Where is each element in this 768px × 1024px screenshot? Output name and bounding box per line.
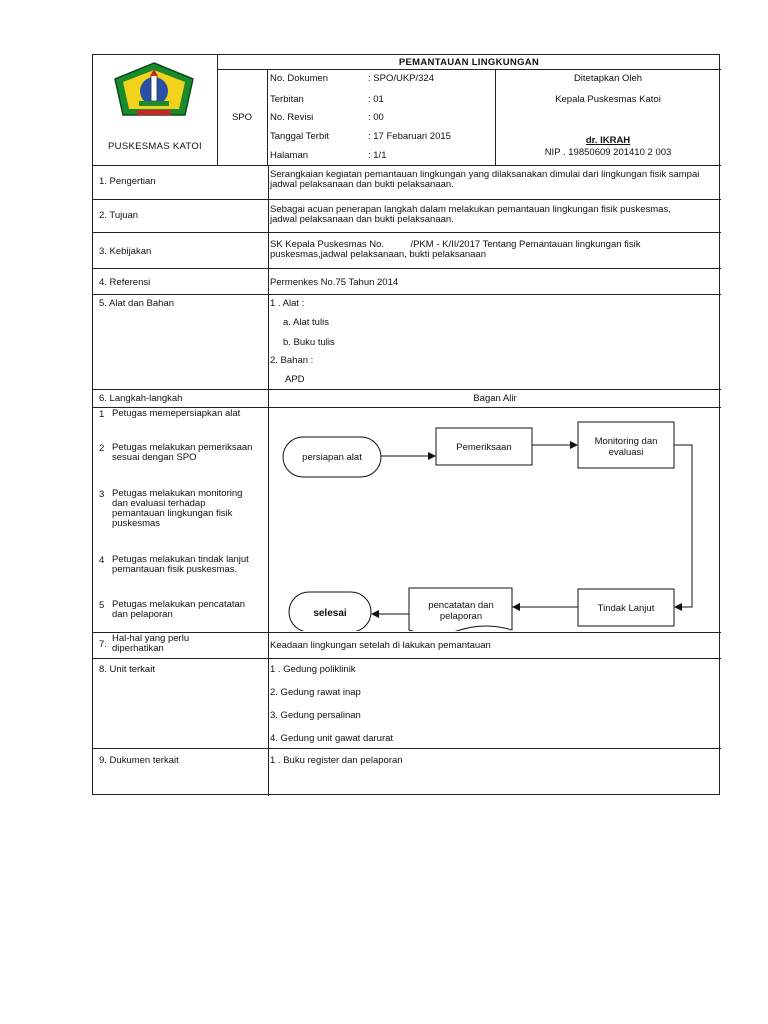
list-item: 3. Gedung persalinan — [270, 710, 361, 721]
meta-value: : 01 — [368, 94, 384, 105]
section-text: 1 . Buku register dan pelaporan — [270, 755, 403, 766]
org-name: PUSKESMAS KATOI — [108, 141, 202, 152]
spo-document — [92, 54, 720, 795]
flow-end-label: selesai — [313, 608, 347, 619]
section-label: Hal-hal yang perlu diperhatikan — [112, 633, 190, 654]
section-text: Sebagai acuan penerapan langkah dalam melakukan pemantauan lingkungan fisik puskesmas, jadwal pelaksanaan dan bukti pelaksanaan. — [270, 204, 671, 225]
step-text: Petugas melakukan pencatatan dan pelaporan — [112, 599, 246, 620]
section-label: 8. Unit terkait — [99, 664, 155, 675]
section-num: 7. — [99, 639, 107, 650]
flowchart-heading: Bagan Alir — [473, 393, 517, 404]
section-text: SK Kepala Puskesmas No. /PKM - K/II/2017 Tentang Pemantauan lingkungan fisik puskesmas,jadwal pelaksanaan, bukti pelaksanaan — [270, 239, 644, 260]
doc-type: SPO — [231, 112, 253, 123]
list-item: 2. Bahan : — [270, 355, 314, 366]
meta-value: : 00 — [368, 112, 384, 123]
step-text: Petugas melakukan monitoring dan evaluasi terhadap pemantauan lingkungan fisik puskesmas — [112, 488, 243, 529]
flow-arrow — [674, 445, 692, 607]
meta-label: Tanggal Terbit — [270, 131, 329, 142]
list-item: 1 . Alat : — [270, 298, 305, 309]
meta-value: : 17 Febaruari 2015 — [368, 131, 451, 142]
meta-value: : 1/1 — [368, 150, 387, 161]
meta-label: No. Dokumen — [270, 73, 329, 84]
step-num: 1 — [99, 409, 105, 420]
step-text: Petugas melakukan tindak lanjut pemantauan fisik puskesmas. — [112, 554, 249, 575]
section-label: 6. Langkah-langkah — [99, 393, 183, 404]
section-label: 2. Tujuan — [99, 210, 139, 221]
section-label: 1. Pengertian — [99, 176, 156, 187]
step-num: 4 — [99, 555, 105, 566]
section-label: 3. Kebijakan — [99, 246, 152, 257]
signer-name: dr. IKRAH — [585, 135, 631, 146]
flow-monitor-label: Monitoring dan — [594, 436, 658, 447]
flowchart — [269, 408, 720, 631]
flow-start-label: persiapan alat — [302, 452, 362, 463]
section-text: Keadaan lingkungan setelah di lakukan pemantauan — [270, 640, 491, 651]
document-title: PEMANTAUAN LINGKUNGAN — [398, 57, 540, 68]
step-num: 2 — [99, 443, 105, 454]
list-item: 1 . Gedung poliklinik — [270, 664, 356, 675]
section-text: Permenkes No.75 Tahun 2014 — [270, 277, 399, 288]
step-text: Petugas melakukan pemeriksaan sesuai dengan SPO — [112, 442, 253, 463]
step-text: Petugas memepersiapkan alat — [112, 408, 241, 419]
step-num: 5 — [99, 600, 105, 611]
step-num: 3 — [99, 489, 105, 500]
section-label: 9. Dukumen terkait — [99, 755, 179, 766]
flow-report-label: pelaporan — [439, 611, 483, 622]
meta-value: : SPO/UKP/324 — [368, 73, 435, 84]
approval-line1: Ditetapkan Oleh — [573, 73, 643, 84]
flow-followup-label: Tindak Lanjut — [597, 603, 655, 614]
approval-line2: Kepala Puskesmas Katoi — [555, 94, 661, 105]
list-item: APD — [285, 374, 305, 385]
section-label: 5. Alat dan Bahan — [99, 298, 175, 309]
meta-label: Halaman — [270, 150, 309, 161]
meta-label: Terbitan — [270, 94, 304, 105]
flow-monitor-label: evaluasi — [608, 447, 644, 458]
list-item: 2. Gedung rawat inap — [270, 687, 361, 698]
list-item: a. Alat tulis — [283, 317, 329, 328]
list-item: 4. Gedung unit gawat darurat — [270, 733, 394, 744]
flow-check-label: Pemeriksaan — [456, 442, 512, 453]
signer-nip: NIP . 19850609 201410 2 003 — [544, 147, 672, 158]
section-text: Serangkaian kegiatan pemantauan lingkungan yang dilaksanakan dimulai dari lingkungan fisik sampai jadwal pelaksanaan dan bukti pelaksanaan. — [270, 169, 700, 190]
section-label: 4. Referensi — [99, 277, 151, 288]
flow-report-label: pencatatan dan — [428, 600, 494, 611]
meta-label: No. Revisi — [270, 112, 314, 123]
list-item: b. Buku tulis — [283, 337, 335, 348]
puskesmas-logo — [111, 61, 197, 123]
